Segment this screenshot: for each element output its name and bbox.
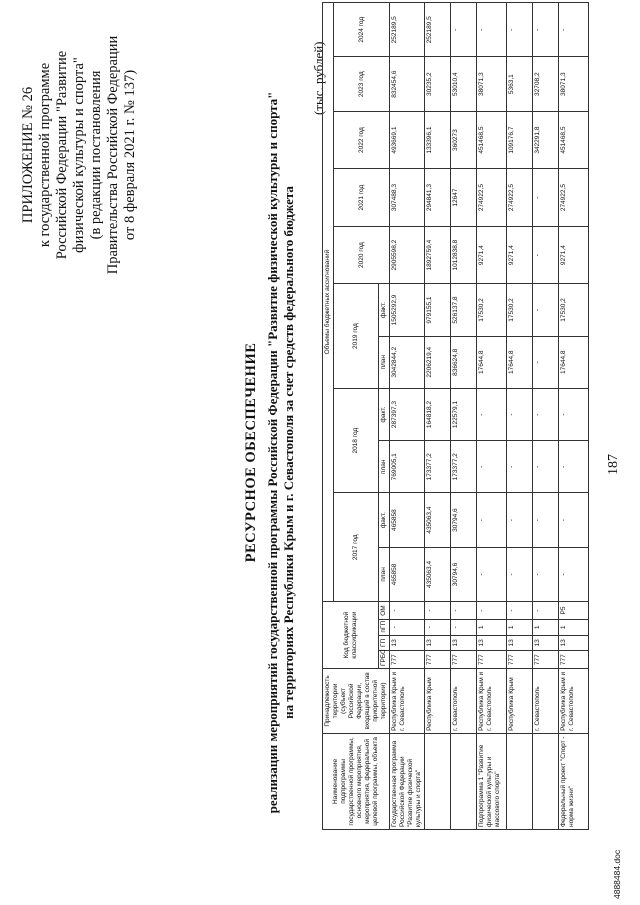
- cell-territory: Республика Крым и г. Севастополь: [477, 669, 507, 734]
- cell-value: -: [559, 3, 589, 58]
- cell-territory: Республика Крым и г. Севастополь: [390, 669, 425, 734]
- cell-value: 38071,3: [477, 57, 507, 111]
- cell-name: [451, 733, 477, 829]
- cell-code: 777: [451, 651, 477, 669]
- header-year-2019: 2019 год: [334, 284, 379, 389]
- table-row: [507, 3, 533, 830]
- header-code: ГП: [379, 635, 390, 651]
- cell-value: 30794,6: [451, 493, 477, 547]
- cell-code: 13: [451, 635, 477, 651]
- header-fact: факт.: [379, 284, 390, 336]
- header-fact: факт.: [379, 388, 390, 440]
- header-year: 2022 год: [334, 111, 390, 169]
- appendix-header: [20, 5, 139, 305]
- cell-value: 5363,1: [507, 57, 533, 111]
- cell-value: 769005,1: [390, 441, 425, 493]
- cell-name: Федеральный проект "Спорт - норма жизни": [559, 733, 589, 829]
- cell-value: 287397,3: [390, 388, 425, 440]
- cell-value: 133396,1: [425, 111, 451, 169]
- cell-value: 526137,8: [451, 284, 477, 336]
- cell-value: 3042844,2: [390, 336, 425, 388]
- cell-value: 17644,8: [559, 336, 589, 388]
- cell-value: 173377,2: [425, 441, 451, 493]
- cell-value: 836624,8: [451, 336, 477, 388]
- cell-value: 30794,6: [451, 547, 477, 601]
- cell-value: -: [559, 547, 589, 601]
- cell-value: 465858: [390, 493, 425, 547]
- cell-value: 32708,2: [533, 57, 559, 111]
- cell-code: 777: [477, 651, 507, 669]
- cell-value: 465858: [390, 547, 425, 601]
- cell-value: -: [451, 3, 477, 58]
- cell-code: 777: [533, 651, 559, 669]
- cell-code: -: [390, 602, 425, 620]
- cell-value: 451468,5: [477, 111, 507, 169]
- cell-code: 1: [477, 619, 507, 635]
- cell-code: -: [390, 619, 425, 635]
- header-code: ГРБС: [379, 651, 390, 669]
- cell-code: 1: [533, 619, 559, 635]
- cell-value: 122579,1: [451, 388, 477, 440]
- cell-name: [533, 733, 559, 829]
- cell-code: 13: [559, 635, 589, 651]
- cell-value: 9271,4: [507, 226, 533, 284]
- cell-value: -: [559, 388, 589, 440]
- cell-value: -: [533, 3, 559, 58]
- table-row: [559, 3, 589, 830]
- cell-value: 30235,2: [425, 57, 451, 111]
- cell-territory: Республика Крым: [507, 669, 533, 734]
- cell-value: 38071,3: [559, 57, 589, 111]
- cell-code: -: [451, 602, 477, 620]
- table-row: [451, 3, 477, 830]
- header-year: 2021 год: [334, 169, 390, 227]
- cell-code: 777: [559, 651, 589, 669]
- cell-value: 164818,2: [425, 388, 451, 440]
- resource-table: [322, 2, 589, 830]
- cell-value: -: [507, 441, 533, 493]
- cell-code: -: [425, 619, 451, 635]
- cell-value: -: [477, 3, 507, 58]
- cell-code: 13: [507, 635, 533, 651]
- document-id: 4888484.doc: [612, 849, 622, 899]
- cell-value: -: [533, 336, 559, 388]
- cell-value: -: [507, 3, 533, 58]
- appendix-line: ПРИЛОЖЕНИЕ № 26: [20, 86, 36, 224]
- cell-code: 13: [390, 635, 425, 651]
- header-plan: план: [379, 441, 390, 493]
- cell-value: 252189,5: [425, 3, 451, 58]
- header-name: Наименование подпрограммы государственной программы, основного мероприятия, мероприятия, федеральной целевой программы, объекта: [323, 733, 390, 829]
- header-volume-group: Объемы бюджетных ассигнований: [323, 3, 334, 602]
- document-title: РЕСУРСНОЕ ОБЕСПЕЧЕНИЕ: [243, 342, 259, 563]
- cell-code: 1: [559, 619, 589, 635]
- cell-value: 2206219,4: [425, 336, 451, 388]
- cell-value: -: [477, 493, 507, 547]
- cell-code: 1: [507, 619, 533, 635]
- header-year-2018: 2018 год: [334, 388, 379, 493]
- cell-value: -: [477, 388, 507, 440]
- cell-value: 17530,2: [559, 284, 589, 336]
- cell-code: 777: [507, 651, 533, 669]
- cell-value: -: [533, 441, 559, 493]
- cell-name: Государственная программа Российской Федерации "Развитие физической культуры и спорта": [390, 733, 425, 829]
- cell-value: 1012838,8: [451, 226, 477, 284]
- cell-value: 17530,2: [507, 284, 533, 336]
- cell-value: -: [507, 493, 533, 547]
- header-territory: Принадлежность территории (субъект Российской Федерации, входящий в состав приоритетной территории): [323, 669, 390, 734]
- cell-code: -: [533, 602, 559, 620]
- table-row: [533, 3, 559, 830]
- table-row: [477, 3, 507, 830]
- header-fact: факт.: [379, 493, 390, 547]
- cell-value: 109176,7: [507, 111, 533, 169]
- cell-territory: г. Севастополь: [451, 669, 477, 734]
- appendix-line: от 8 февраля 2021 г. № 137): [122, 69, 138, 241]
- cell-value: 9271,4: [559, 226, 589, 284]
- table-body: [390, 3, 589, 830]
- cell-code: P5: [559, 602, 589, 620]
- document-subtitle: на территориях Республики Крым и г. Севастополя за счет средств федерального бюджета: [281, 186, 296, 719]
- page-number: 187: [606, 454, 621, 475]
- cell-code: 777: [390, 651, 425, 669]
- header-code: пГП: [379, 619, 390, 635]
- cell-value: 17644,8: [507, 336, 533, 388]
- cell-value: 274922,5: [559, 169, 589, 227]
- cell-name: [507, 733, 533, 829]
- cell-value: -: [559, 441, 589, 493]
- cell-code: -: [425, 602, 451, 620]
- cell-value: -: [533, 388, 559, 440]
- cell-value: 274922,5: [477, 169, 507, 227]
- cell-value: 252189,5: [390, 3, 425, 58]
- cell-value: 17644,8: [477, 336, 507, 388]
- header-year: 2020 год: [334, 226, 390, 284]
- table-row: [425, 3, 451, 830]
- cell-value: -: [533, 226, 559, 284]
- cell-value: 173377,2: [451, 441, 477, 493]
- cell-value: 342291,8: [533, 111, 559, 169]
- cell-value: 360273: [451, 111, 477, 169]
- table-row: [390, 3, 425, 830]
- appendix-line: Российской Федерации "Развитие: [54, 50, 70, 260]
- cell-value: 12647: [451, 169, 477, 227]
- cell-territory: Республика Крым: [425, 669, 451, 734]
- cell-value: -: [477, 547, 507, 601]
- cell-code: -: [507, 602, 533, 620]
- cell-value: 294841,3: [425, 169, 451, 227]
- appendix-line: к государственной программе: [37, 62, 53, 248]
- cell-territory: г. Севастополь: [533, 669, 559, 734]
- cell-value: -: [559, 493, 589, 547]
- header-year: 2024 год: [334, 3, 390, 58]
- cell-value: 17530,2: [477, 284, 507, 336]
- appendix-line: Правительства Российской Федерации: [105, 35, 121, 275]
- cell-name: Подпрограмма 1 "Развитие физической культуры и массового спорта": [477, 733, 507, 829]
- header-plan: план: [379, 336, 390, 388]
- header-year-2017: 2017 год: [334, 493, 379, 602]
- appendix-line: (в редакции постановления: [88, 70, 104, 240]
- appendix-line: физической культуры и спорта": [71, 57, 87, 253]
- cell-value: 435063,4: [425, 547, 451, 601]
- cell-code: 13: [425, 635, 451, 651]
- cell-value: -: [533, 547, 559, 601]
- cell-territory: Республика Крым и г. Севастополь: [559, 669, 589, 734]
- cell-value: 493669,1: [390, 111, 425, 169]
- cell-code: -: [477, 602, 507, 620]
- cell-value: 2905598,2: [390, 226, 425, 284]
- header-code-group: Код бюджетной классификации: [323, 602, 379, 669]
- cell-value: 9271,4: [477, 226, 507, 284]
- cell-code: 777: [425, 651, 451, 669]
- cell-value: 451468,5: [559, 111, 589, 169]
- cell-value: 1892759,4: [425, 226, 451, 284]
- cell-value: -: [533, 169, 559, 227]
- header-code: ОМ: [379, 602, 390, 620]
- cell-value: -: [477, 441, 507, 493]
- cell-value: -: [533, 284, 559, 336]
- cell-value: 832454,6: [390, 57, 425, 111]
- cell-value: 435063,4: [425, 493, 451, 547]
- header-year: 2023 год: [334, 57, 390, 111]
- cell-value: -: [533, 493, 559, 547]
- header-plan: план: [379, 547, 390, 601]
- cell-code: 13: [477, 635, 507, 651]
- cell-code: 13: [533, 635, 559, 651]
- cell-name: [425, 733, 451, 829]
- document-subtitle: реализации мероприятий государственной программы Российской Федерации "Развитие физической культуры и спорта": [265, 91, 280, 814]
- cell-value: -: [507, 388, 533, 440]
- cell-code: -: [451, 619, 477, 635]
- cell-value: 1505292,9: [390, 284, 425, 336]
- cell-value: -: [507, 547, 533, 601]
- cell-value: 274922,5: [507, 169, 533, 227]
- cell-value: 307488,3: [390, 169, 425, 227]
- units-label: (тыс. рублей): [311, 41, 326, 115]
- cell-value: 53010,4: [451, 57, 477, 111]
- cell-value: 979155,1: [425, 284, 451, 336]
